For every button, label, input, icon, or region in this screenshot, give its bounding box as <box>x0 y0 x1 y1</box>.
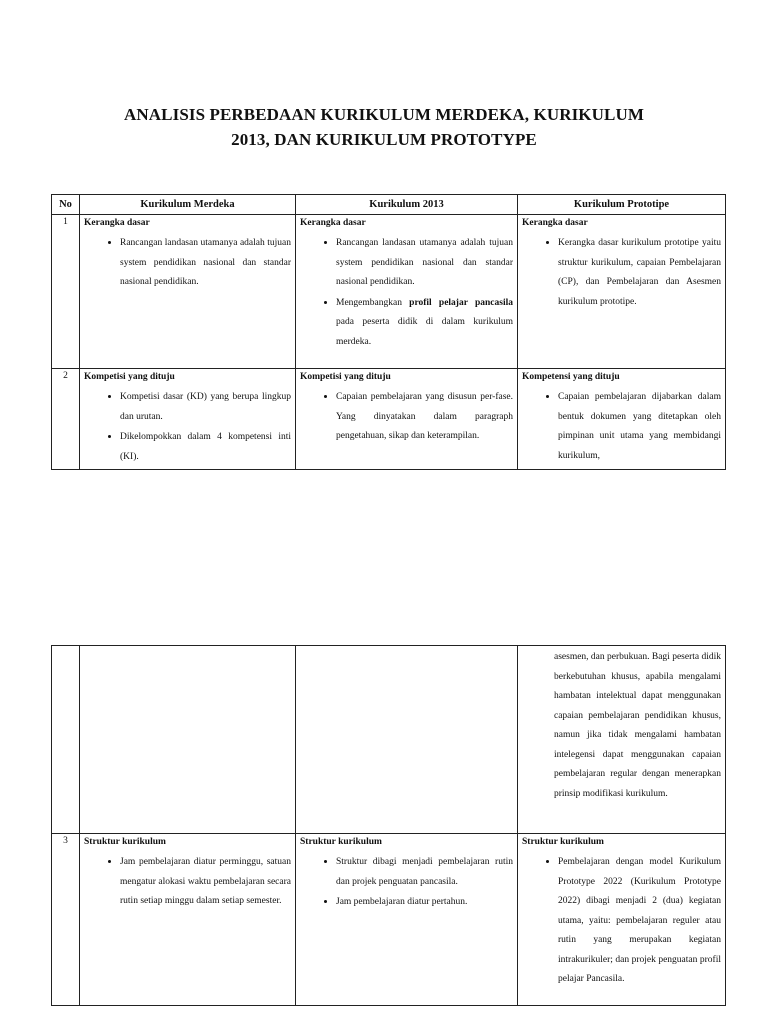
cell-heading: Kerangka dasar <box>84 218 150 228</box>
cell-heading: Struktur kurikulum <box>300 837 382 847</box>
bullet-list <box>84 387 291 467</box>
cell-heading: Struktur kurikulum <box>84 837 166 847</box>
header-no: No <box>52 195 80 215</box>
cell-k2013 <box>296 215 518 369</box>
row-number-empty <box>52 646 80 834</box>
continuation-text: asesmen, dan perbukuan. Bagi peserta didik berkebutuhan khusus, apabila mengalami hambatan intelektual dapat menggunakan capaian pembelajaran pendidikan khusus, namun jika tidak mengalami hambatan intelegensi dapat menggunakan capaian pembelajaran regular dengan menerapkan prinsip modifikasi kurikulum. <box>554 652 721 799</box>
document-title <box>0 102 768 152</box>
cell-heading: Kompetisi yang dituju <box>84 372 175 382</box>
table-row <box>52 369 726 470</box>
cell-k2013-empty <box>296 646 518 834</box>
row-number: 1 <box>52 215 80 369</box>
bullet-list <box>300 852 513 913</box>
cell-k2013 <box>296 369 518 470</box>
comparison-table <box>51 194 726 470</box>
bullet-text-bold: profil pelajar pancasila <box>409 297 513 308</box>
header-kurikulum-2013: Kurikulum 2013 <box>296 195 518 215</box>
list-item: • Rancangan landasan utamanya adalah tujuan system pendidikan nasional dan standar nasional pendidikan. <box>336 233 513 293</box>
bullet-list <box>84 233 291 293</box>
bullet-text-after: pada peserta didik di dalam kurikulum merdeka. <box>336 317 513 347</box>
bullet-list <box>522 233 721 312</box>
list-item: • Jam pembelajaran diatur pertahun. <box>336 892 513 913</box>
list-item: • Rancangan landasan utamanya adalah tujuan system pendidikan nasional dan standar nasional pendidikan. <box>120 233 291 293</box>
bullet-text-before: Mengembangkan <box>336 297 402 308</box>
row-number: 3 <box>52 834 80 1006</box>
list-item: • Kerangka dasar kurikulum prototipe yaitu struktur kurikulum, capaian Pembelajaran (CP), dan Pembelajaran dan Asesmen kurikulum prototipe. <box>558 233 721 312</box>
bullet-list <box>300 387 513 447</box>
cell-heading: Struktur kurikulum <box>522 837 604 847</box>
cell-merdeka <box>80 369 296 470</box>
cell-k2013 <box>296 834 518 1006</box>
row-number: 2 <box>52 369 80 470</box>
cell-heading: Kerangka dasar <box>522 218 588 228</box>
cell-prototipe <box>518 369 726 470</box>
bullet-list <box>84 852 291 912</box>
header-kurikulum-merdeka: Kurikulum Merdeka <box>80 195 296 215</box>
table-header-row <box>52 195 726 215</box>
title-line-2: 2013, DAN KURIKULUM PROTOTYPE <box>231 130 537 149</box>
list-item: • Kompetisi dasar (KD) yang berupa lingkup dan urutan. <box>120 387 291 427</box>
list-item: • Capaian pembelajaran dijabarkan dalam bentuk dokumen yang ditetapkan oleh pimpinan unit utama yang membidangi kurikulum, <box>558 387 721 466</box>
list-item: • Dikelompokkan dalam 4 kompetensi inti (KI). <box>120 427 291 467</box>
table-row <box>52 834 726 1006</box>
cell-prototipe <box>518 834 726 1006</box>
list-item: • Capaian pembelajaran yang disusun per-fase. Yang dinyatakan dalam paragraph pengetahuan, sikap dan keterampilan. <box>336 387 513 447</box>
cell-heading: Kompetisi yang dituju <box>300 372 391 382</box>
comparison-table-continued <box>51 645 726 1006</box>
cell-heading: Kompetensi yang dituju <box>522 372 620 382</box>
list-item: • Pembelajaran dengan model Kurikulum Prototype 2022 (Kurikulum Prototype 2022) dibagi menjadi 2 (dua) kegiatan utama, yaitu: pembelajaran reguler atau rutin yang merupakan kegiatan intrakurikuler; dan projek penguatan profil pelajar Pancasila. <box>558 852 721 990</box>
title-line-1: ANALISIS PERBEDAAN KURIKULUM MERDEKA, KURIKULUM <box>124 105 644 124</box>
bullet-list <box>300 233 513 352</box>
cell-merdeka-empty <box>80 646 296 834</box>
table-row <box>52 646 726 834</box>
list-item: • Struktur dibagi menjadi pembelajaran rutin dan projek penguatan pancasila. <box>336 852 513 892</box>
bullet-list <box>522 387 721 466</box>
cell-prototipe <box>518 215 726 369</box>
header-kurikulum-prototipe: Kurikulum Prototipe <box>518 195 726 215</box>
list-item <box>336 293 513 353</box>
list-item: • Jam pembelajaran diatur perminggu, satuan mengatur alokasi waktu pembelajaran secara rutin setiap minggu dalam setiap semester. <box>120 852 291 912</box>
cell-prototipe-continued <box>518 646 726 834</box>
cell-merdeka <box>80 834 296 1006</box>
table-row <box>52 215 726 369</box>
cell-merdeka <box>80 215 296 369</box>
bullet-list <box>522 852 721 990</box>
cell-heading: Kerangka dasar <box>300 218 366 228</box>
